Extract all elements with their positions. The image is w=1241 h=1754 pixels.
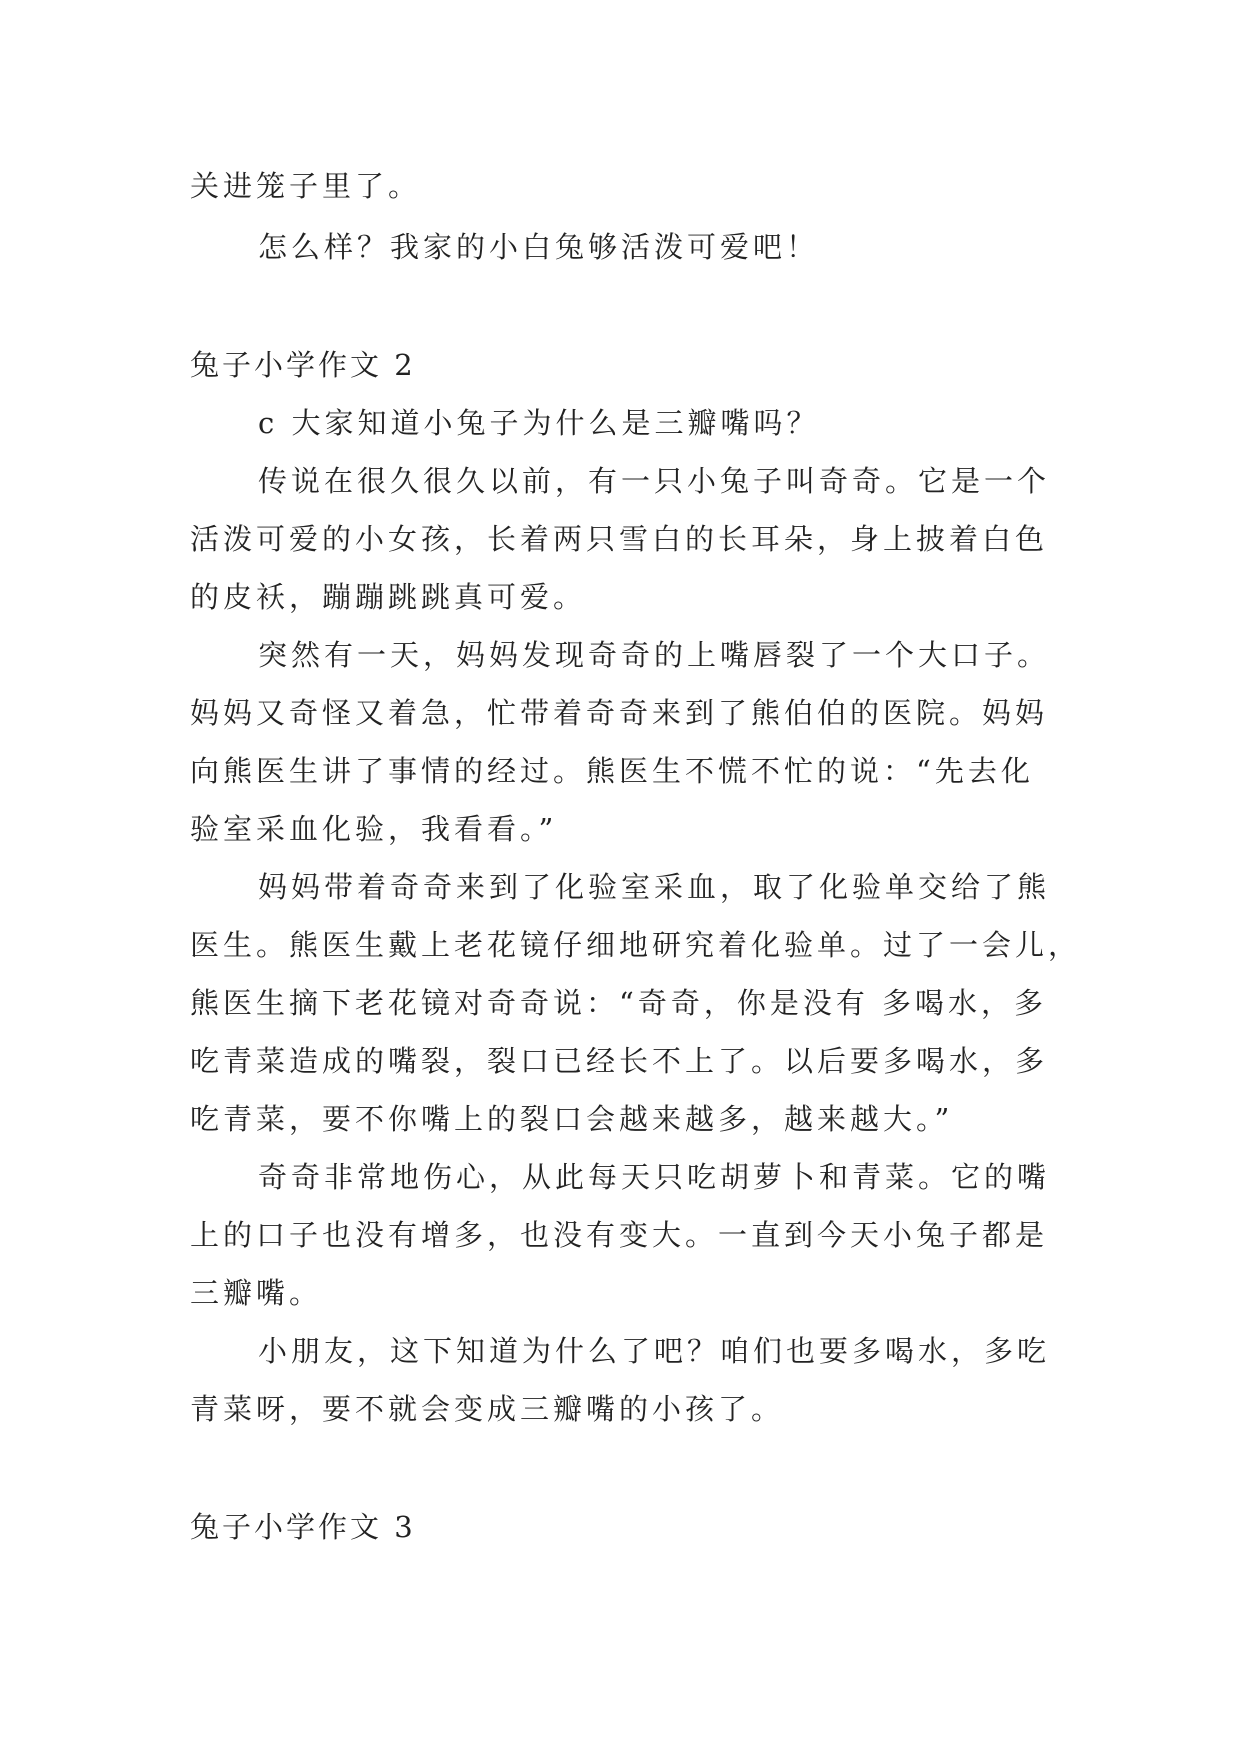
text-line: c 大家知道小兔子为什么是三瓣嘴吗？ [258, 406, 820, 440]
text-line: 活泼可爱的小女孩，长着两只雪白的长耳朵，身上披着白色 [190, 522, 1049, 556]
text-line: 怎么样？我家的小白兔够活泼可爱吧！ [258, 230, 820, 264]
text-line: 三瓣嘴。 [190, 1276, 323, 1310]
text-line: 吃青菜造成的嘴裂，裂口已经长不上了。以后要多喝水，多 [190, 1044, 1049, 1078]
section-heading-3: 兔子小学作文 3 [190, 1510, 416, 1544]
text-line: 上的口子也没有增多，也没有变大。一直到今天小兔子都是 [190, 1218, 1049, 1252]
text-line: 的皮袄，蹦蹦跳跳真可爱。 [190, 580, 587, 614]
text-line: 妈妈又奇怪又着急，忙带着奇奇来到了熊伯伯的医院。妈妈 [190, 696, 1049, 730]
text-line: 向熊医生讲了事情的经过。熊医生不慌不忙的说：“先去化 [190, 754, 1034, 788]
text-line: 验室采血化验，我看看。” [190, 812, 558, 846]
text-line: 传说在很久很久以前，有一只小兔子叫奇奇。它是一个 [258, 464, 1051, 498]
text-line: 小朋友，这下知道为什么了吧？咱们也要多喝水，多吃 [258, 1334, 1051, 1368]
text-line: 关进笼子里了。 [190, 169, 422, 203]
text-line: 妈妈带着奇奇来到了化验室采血，取了化验单交给了熊 [258, 870, 1051, 904]
text-line: 突然有一天，妈妈发现奇奇的上嘴唇裂了一个大口子。 [258, 638, 1051, 672]
text-line: 青菜呀，要不就会变成三瓣嘴的小孩了。 [190, 1392, 785, 1426]
text-line: 医生。熊医生戴上老花镜仔细地研究着化验单。过了一会儿， [190, 928, 1082, 962]
text-line: 熊医生摘下老花镜对奇奇说：“奇奇，你是没有 多喝水，多 [190, 986, 1048, 1020]
text-line: 奇奇非常地伤心，从此每天只吃胡萝卜和青菜。它的嘴 [258, 1160, 1051, 1194]
section-heading-2: 兔子小学作文 2 [190, 348, 416, 382]
text-line: 吃青菜，要不你嘴上的裂口会越来越多，越来越大。” [190, 1102, 954, 1136]
